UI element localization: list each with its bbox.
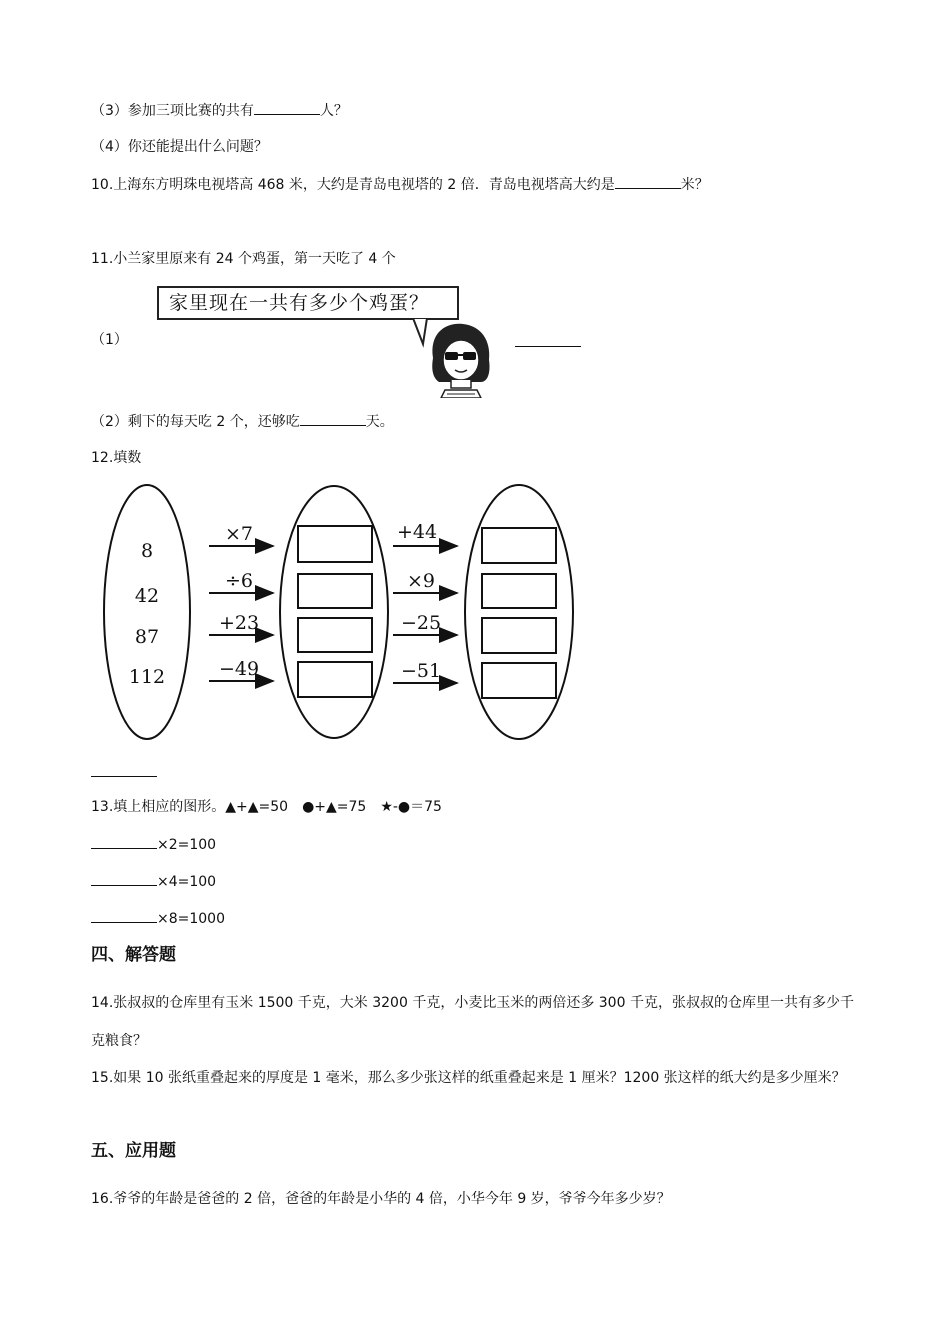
- q13-row-text: ×2=100: [157, 837, 217, 853]
- q11-part2-suffix: 天。: [365, 414, 394, 430]
- operator-label: ×7: [224, 523, 254, 545]
- number-3: 87: [134, 626, 160, 648]
- q13-row: [91, 908, 225, 929]
- number-1: 8: [140, 540, 154, 562]
- q13-row: [91, 871, 216, 892]
- q12-stem: 12.填数: [91, 450, 142, 466]
- answer-blank[interactable]: [91, 871, 157, 886]
- answer-box[interactable]: [482, 663, 556, 698]
- section-5-title: 五、应用题: [91, 1141, 176, 1161]
- section-4-title: 四、解答题: [91, 945, 176, 965]
- q16: 16.爷爷的年龄是爸爸的 2 倍，爸爸的年龄是小华的 4 倍，小华今年 9 岁，爷爷今年多少岁？: [91, 1191, 671, 1207]
- answer-box[interactable]: [482, 528, 556, 563]
- speech-bubble: 家里现在一共有多少个鸡蛋？: [157, 286, 459, 320]
- girl-illustration: [405, 318, 500, 398]
- q13-stem: 13.填上相应的图形。▲+▲=50 ●+▲=75 ★-●＝75: [91, 799, 442, 815]
- operator-label: ÷6: [224, 570, 254, 592]
- answer-blank[interactable]: [300, 411, 366, 426]
- right-oval: [465, 485, 573, 739]
- answer-box[interactable]: [298, 662, 372, 697]
- q10-text: 10.上海东方明珠电视塔高 468 米，大约是青岛电视塔的 2 倍．青岛电视塔高大约是: [91, 177, 615, 193]
- fill-number-diagram: [95, 478, 585, 746]
- left-oval: [104, 485, 190, 739]
- q11-part1-label: （1）: [91, 332, 128, 348]
- q9-part3-suffix: 人？: [319, 103, 348, 119]
- q13-row-text: ×8=1000: [157, 911, 225, 927]
- answer-blank[interactable]: [615, 174, 681, 189]
- middle-oval: [280, 486, 388, 738]
- q11-part2: [91, 411, 394, 432]
- operator-label: +23: [218, 612, 260, 634]
- answer-box[interactable]: [298, 574, 372, 608]
- answer-box[interactable]: [482, 574, 556, 608]
- q9-part4: （4）你还能提出什么问题？: [91, 139, 268, 155]
- operator-label: −49: [218, 658, 260, 680]
- answer-blank[interactable]: [254, 100, 320, 115]
- operator-label: −25: [400, 612, 442, 634]
- q10-suffix: 米？: [680, 177, 709, 193]
- q10: [91, 174, 709, 195]
- q11-stem: 11.小兰家里原来有 24 个鸡蛋，第一天吃了 4 个: [91, 251, 396, 267]
- answer-blank[interactable]: [91, 908, 157, 923]
- answer-box[interactable]: [298, 618, 372, 652]
- number-2: 42: [134, 585, 160, 607]
- q15: 15.如果 10 张纸重叠起来的厚度是 1 毫米，那么多少张这样的纸重叠起来是 1 厘米？1200 张这样的纸大约是多少厘米？: [91, 1070, 846, 1086]
- operator-label: −51: [400, 660, 442, 682]
- answer-blank[interactable]: [91, 834, 157, 849]
- answer-box[interactable]: [298, 526, 372, 562]
- q14: 14.张叔叔的仓库里有玉米 1500 千克，大米 3200 千克，小麦比玉米的两倍还多 300 千克，张叔叔的仓库里一共有多少千克粮食？: [91, 995, 854, 1049]
- answer-blank[interactable]: [515, 332, 581, 347]
- operator-label: ×9: [406, 570, 436, 592]
- number-4: 112: [128, 666, 166, 688]
- operator-label: +44: [396, 521, 438, 543]
- q13-row-text: ×4=100: [157, 874, 217, 890]
- q9-part3: [91, 100, 348, 121]
- q13-row: [91, 834, 216, 855]
- answer-blank[interactable]: [91, 762, 157, 777]
- q11-part2-text: （2）剩下的每天吃 2 个，还够吃: [91, 414, 300, 430]
- answer-box[interactable]: [482, 618, 556, 653]
- q9-part3-text: （3）参加三项比赛的共有: [91, 103, 254, 119]
